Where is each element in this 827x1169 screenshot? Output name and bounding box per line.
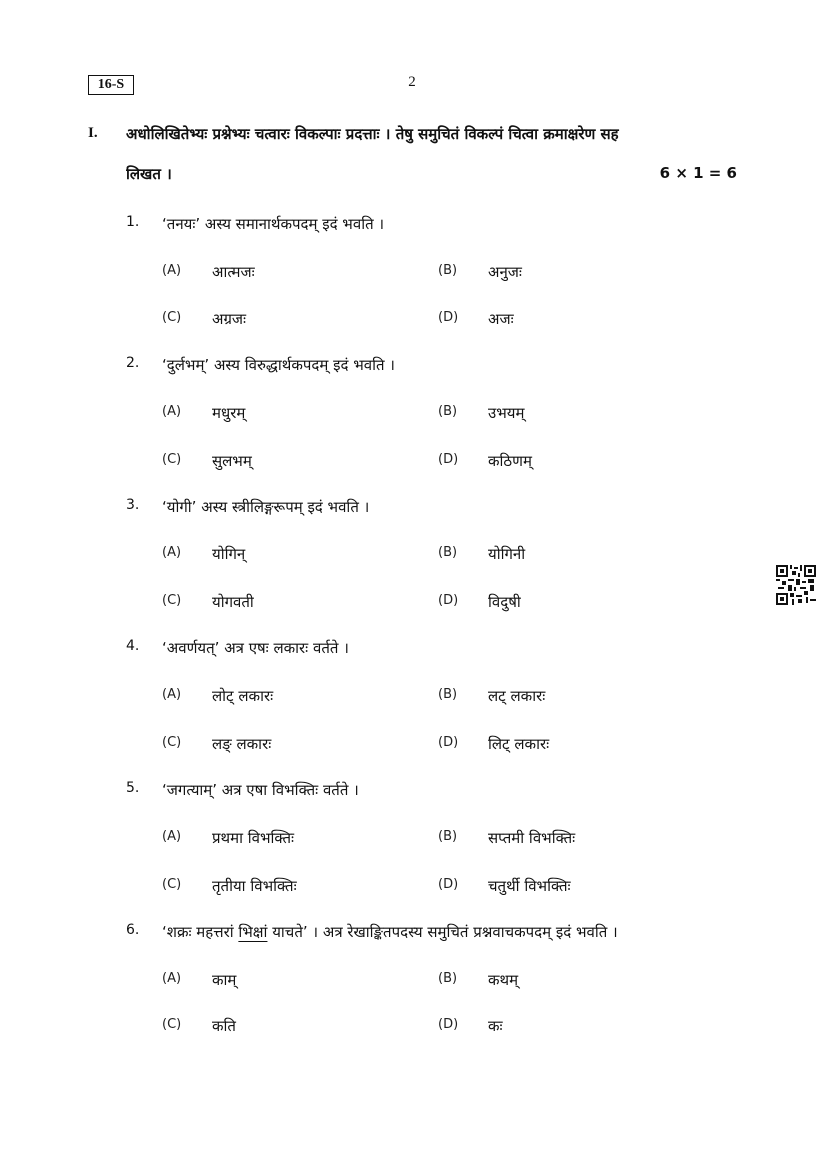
section-marks: 6 × 1 = 6 [659,164,737,182]
option-label: (C) [162,1017,182,1032]
question-number: 3. [126,497,140,513]
question-text-before: ‘शक्रः महत्तरां [162,923,239,941]
option-text: अनुजः [488,263,522,281]
option-text: कति [212,1017,236,1035]
option-text: उभयम् [488,404,525,422]
question-number: 4. [126,638,140,654]
page-number: 2 [408,74,416,90]
option-text: लिट् लकारः [488,735,550,753]
option-label: (B) [438,263,458,278]
option-text: अजः [488,310,514,328]
option-text: तृतीया विभक्तिः [212,877,297,895]
option-label: (B) [438,404,458,419]
option-text: योगवती [212,593,254,611]
option-text: अग्रजः [212,310,247,328]
option-text: आत्मजः [212,263,255,281]
option-label: (B) [438,687,458,702]
option-text: योगिन् [212,545,246,563]
question-5 [0,780,827,820]
option-label: (C) [162,593,182,608]
section-instruction-line1: अधोलिखितेभ्यः प्रश्नेभ्यः चत्वारः विकल्पाः प्रदत्ताः । तेषु समुचितं विकल्पं चित्वा क्रमाक्षरेण सह [126,125,619,143]
question-4 [0,638,827,678]
option-text: कथम् [488,971,519,989]
option-text: लोट् लकारः [212,687,274,705]
option-label: (B) [438,971,458,986]
question-2 [0,355,827,395]
option-label: (A) [162,829,182,844]
option-label: (A) [162,404,182,419]
question-number: 2. [126,355,140,371]
question-text-after: याचते’ । अत्र रेखाङ्कितपदस्य समुचितं प्रश्नवाचकपदम् इदं भवति । [267,923,618,941]
question-text: ‘दुर्लभम्’ अस्य विरुद्धार्थकपदम् इदं भवति । [162,356,395,374]
option-label: (B) [438,545,458,560]
option-label: (A) [162,687,182,702]
question-text: ‘तनयः’ अस्य समानार्थकपदम् इदं भवति । [162,215,385,233]
option-text: कः [488,1017,503,1035]
section-number: I. [88,125,98,141]
option-label: (C) [162,735,182,750]
option-label: (B) [438,829,458,844]
option-text: सुलभम् [212,452,252,470]
option-label: (A) [162,971,182,986]
option-text: विदुषी [488,593,521,611]
option-label: (A) [162,545,182,560]
option-label: (A) [162,263,182,278]
option-label: (C) [162,877,182,892]
question-text: ‘जगत्याम्’ अत्र एषा विभक्तिः वर्तते । [162,781,359,799]
option-label: (D) [438,452,459,467]
question-text: ‘योगी’ अस्य स्त्रीलिङ्गरूपम् इदं भवति । [162,498,370,516]
option-text: योगिनी [488,545,526,563]
option-label: (C) [162,310,182,325]
option-text: लट् लकारः [488,687,546,705]
question-number: 1. [126,214,140,230]
option-label: (D) [438,877,459,892]
underlined-word: भिक्षां [238,923,268,941]
option-label: (D) [438,593,459,608]
option-text: काम् [212,971,237,989]
option-text: प्रथमा विभक्तिः [212,829,295,847]
question-3 [0,497,827,537]
option-text: सप्तमी विभक्तिः [488,829,576,847]
option-label: (C) [162,452,182,467]
qr-code-icon [776,565,816,605]
section-instruction-line2: लिखत । [126,165,172,183]
option-text: मधुरम् [212,404,246,422]
question-number: 5. [126,780,140,796]
question-number: 6. [126,922,140,938]
option-text: लङ् लकारः [212,735,272,753]
question-6 [0,922,827,962]
option-text: चतुर्थी विभक्तिः [488,877,571,895]
option-text: कठिणम् [488,452,532,470]
paper-code: 16-S [88,75,134,95]
option-label: (D) [438,735,459,750]
question-text [162,922,618,942]
question-1 [0,214,827,254]
question-text: ‘अवर्णयत्’ अत्र एषः लकारः वर्तते । [162,639,349,657]
option-label: (D) [438,1017,459,1032]
option-label: (D) [438,310,459,325]
